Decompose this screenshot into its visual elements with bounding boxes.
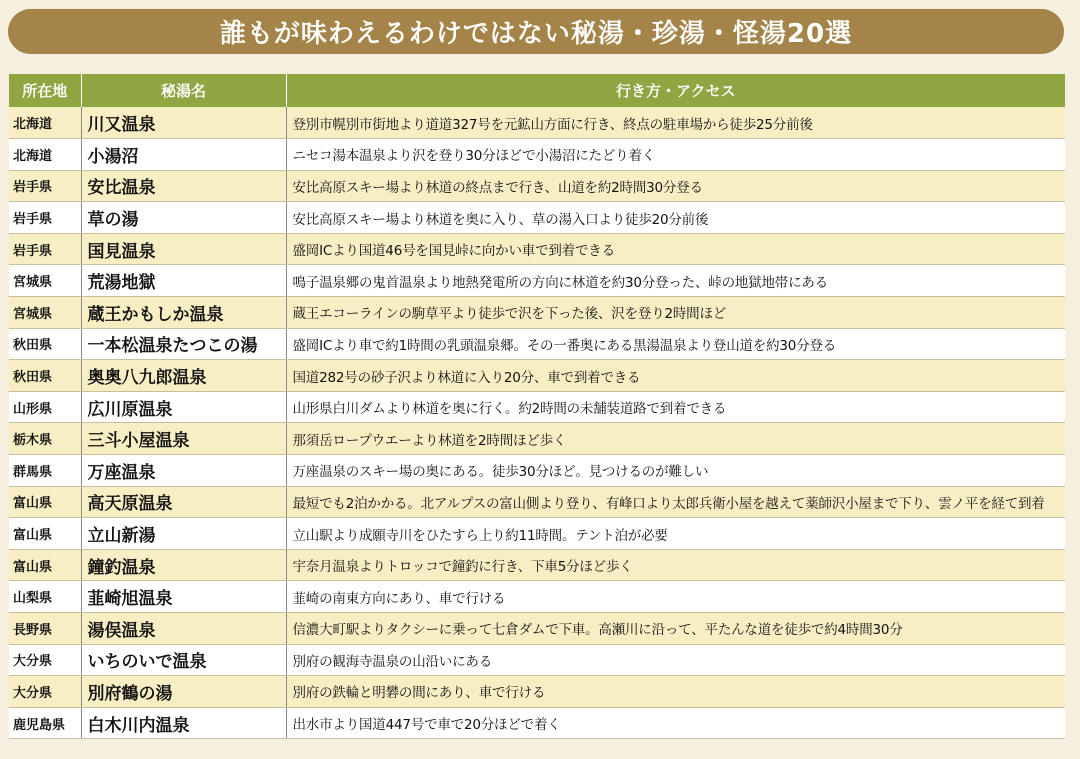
- cell-spring-name: 蔵王かもしか温泉: [81, 297, 286, 329]
- cell-access: 最短でも2泊かかる。北アルプスの富山側より登り、有峰口より太郎兵衛小屋を越えて薬師沢小屋まで下り、雲ノ平を経て到着: [286, 486, 1065, 518]
- table-row: [9, 360, 1065, 392]
- cell-prefecture: 山形県: [9, 391, 81, 423]
- table-row: [9, 518, 1065, 550]
- cell-spring-name: 一本松温泉たつこの湯: [81, 328, 286, 360]
- cell-prefecture: 富山県: [9, 486, 81, 518]
- table-row: [9, 297, 1065, 329]
- cell-access: 万座温泉のスキー場の奥にある。徒歩30分ほど。見つけるのが難しい: [286, 455, 1065, 487]
- cell-spring-name: 荒湯地獄: [81, 265, 286, 297]
- header-name: 秘湯名: [81, 74, 286, 107]
- cell-prefecture: 群馬県: [9, 455, 81, 487]
- table-row: [9, 107, 1065, 139]
- cell-access: 安比高原スキー場より林道の終点まで行き、山道を約2時間30分登る: [286, 170, 1065, 202]
- table-row: [9, 233, 1065, 265]
- cell-prefecture: 大分県: [9, 676, 81, 708]
- hot-springs-table: [9, 74, 1065, 739]
- cell-spring-name: 鐘釣温泉: [81, 549, 286, 581]
- title-banner: [8, 9, 1064, 54]
- page-title: 誰もが味わえるわけではない秘湯・珍湯・怪湯20選: [219, 19, 853, 49]
- table-row: [9, 170, 1065, 202]
- cell-spring-name: 万座温泉: [81, 455, 286, 487]
- cell-spring-name: 奥奥八九郎温泉: [81, 360, 286, 392]
- cell-spring-name: 国見温泉: [81, 233, 286, 265]
- cell-access: 登別市幌別市街地より道道327号を元鉱山方面に行き、終点の駐車場から徒歩25分前後: [286, 107, 1065, 139]
- table-row: [9, 486, 1065, 518]
- cell-spring-name: 小湯沼: [81, 139, 286, 171]
- cell-access: 盛岡ICより国道46号を国見峠に向かい車で到着できる: [286, 233, 1065, 265]
- cell-prefecture: 栃木県: [9, 423, 81, 455]
- cell-prefecture: 北海道: [9, 139, 81, 171]
- cell-spring-name: 立山新湯: [81, 518, 286, 550]
- table-header: [9, 74, 1065, 107]
- cell-access: 安比高原スキー場より林道を奥に入り、草の湯入口より徒歩20分前後: [286, 202, 1065, 234]
- table-body: [9, 107, 1065, 739]
- table-row: [9, 707, 1065, 739]
- table-row: [9, 644, 1065, 676]
- cell-access: 鳴子温泉郷の鬼首温泉より地熱発電所の方向に林道を約30分登った、峠の地獄地帯にある: [286, 265, 1065, 297]
- cell-access: 別府の鉄輪と明礬の間にあり、車で行ける: [286, 676, 1065, 708]
- cell-prefecture: 宮城県: [9, 265, 81, 297]
- cell-spring-name: 広川原温泉: [81, 391, 286, 423]
- cell-prefecture: 富山県: [9, 549, 81, 581]
- cell-prefecture: 岩手県: [9, 202, 81, 234]
- table-row: [9, 549, 1065, 581]
- cell-prefecture: 山梨県: [9, 581, 81, 613]
- table-row: [9, 423, 1065, 455]
- cell-prefecture: 岩手県: [9, 233, 81, 265]
- cell-spring-name: 安比温泉: [81, 170, 286, 202]
- table-row: [9, 581, 1065, 613]
- header-row: [9, 74, 1065, 107]
- cell-prefecture: 鹿児島県: [9, 707, 81, 739]
- cell-spring-name: 三斗小屋温泉: [81, 423, 286, 455]
- cell-access: ニセコ湯本温泉より沢を登り30分ほどで小湯沼にたどり着く: [286, 139, 1065, 171]
- cell-prefecture: 秋田県: [9, 328, 81, 360]
- cell-prefecture: 岩手県: [9, 170, 81, 202]
- cell-spring-name: 湯俣温泉: [81, 613, 286, 645]
- table-row: [9, 613, 1065, 645]
- table-row: [9, 328, 1065, 360]
- cell-spring-name: 川又温泉: [81, 107, 286, 139]
- cell-access: 信濃大町駅よりタクシーに乗って七倉ダムで下車。高瀬川に沿って、平たんな道を徒歩で約4時間30分: [286, 613, 1065, 645]
- cell-prefecture: 大分県: [9, 644, 81, 676]
- cell-access: 国道282号の砂子沢より林道に入り20分、車で到着できる: [286, 360, 1065, 392]
- cell-access: 盛岡ICより車で約1時間の乳頭温泉郷。その一番奥にある黒湯温泉より登山道を約30分登る: [286, 328, 1065, 360]
- table-row: [9, 455, 1065, 487]
- header-access: 行き方・アクセス: [286, 74, 1065, 107]
- table-row: [9, 202, 1065, 234]
- cell-access: 蔵王エコーラインの駒草平より徒歩で沢を下った後、沢を登り2時間ほど: [286, 297, 1065, 329]
- table-row: [9, 676, 1065, 708]
- table-row: [9, 265, 1065, 297]
- cell-spring-name: 白木川内温泉: [81, 707, 286, 739]
- table-row: [9, 139, 1065, 171]
- cell-prefecture: 秋田県: [9, 360, 81, 392]
- cell-access: 宇奈月温泉よりトロッコで鐘釣に行き、下車5分ほど歩く: [286, 549, 1065, 581]
- cell-prefecture: 長野県: [9, 613, 81, 645]
- cell-access: 別府の観海寺温泉の山沿いにある: [286, 644, 1065, 676]
- cell-spring-name: 別府鶴の湯: [81, 676, 286, 708]
- header-prefecture: 所在地: [9, 74, 81, 107]
- cell-access: 立山駅より成願寺川をひたすら上り約11時間。テント泊が必要: [286, 518, 1065, 550]
- cell-spring-name: 草の湯: [81, 202, 286, 234]
- cell-prefecture: 北海道: [9, 107, 81, 139]
- cell-access: 那須岳ロープウエーより林道を2時間ほど歩く: [286, 423, 1065, 455]
- table-row: [9, 391, 1065, 423]
- cell-access: 山形県白川ダムより林道を奥に行く。約2時間の未舗装道路で到着できる: [286, 391, 1065, 423]
- cell-prefecture: 宮城県: [9, 297, 81, 329]
- cell-spring-name: いちのいで温泉: [81, 644, 286, 676]
- cell-prefecture: 富山県: [9, 518, 81, 550]
- cell-spring-name: 韮崎旭温泉: [81, 581, 286, 613]
- cell-access: 韮崎の南東方向にあり、車で行ける: [286, 581, 1065, 613]
- cell-access: 出水市より国道447号で車で20分ほどで着く: [286, 707, 1065, 739]
- cell-spring-name: 高天原温泉: [81, 486, 286, 518]
